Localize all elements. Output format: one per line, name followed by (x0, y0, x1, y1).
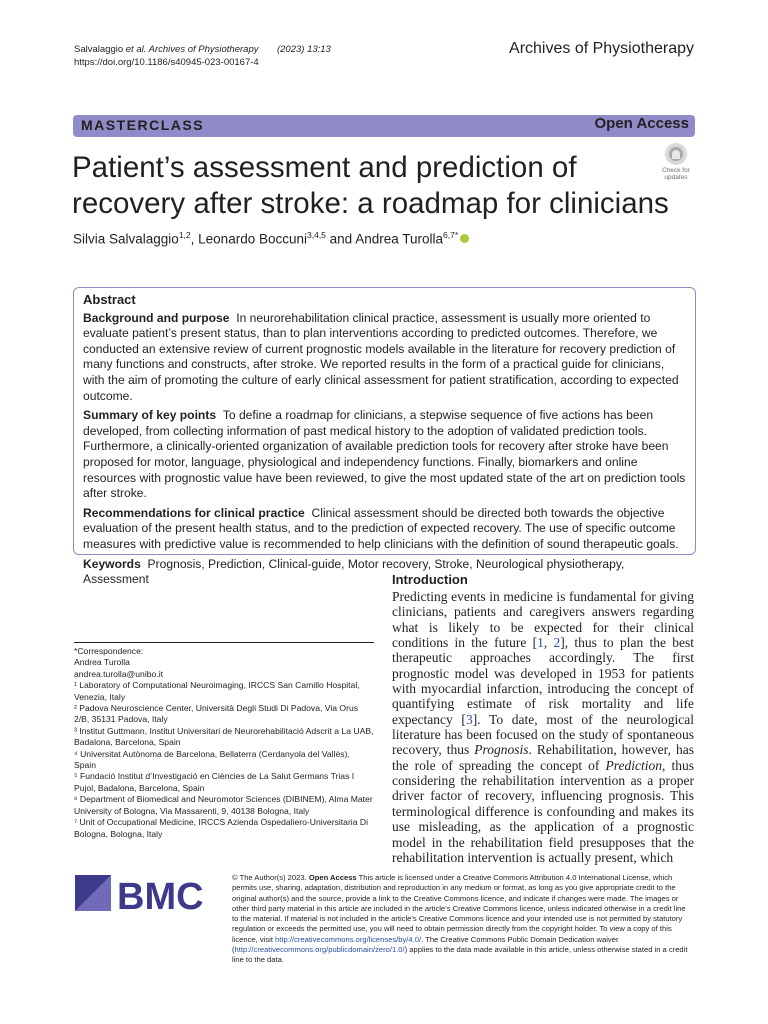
introduction-body: Predicting events in medicine is fundamental for giving clinicians, patients and caregivers answers regarding what is likely to be expected for their clinical conditions in the future [1, 2], thus to plan the best therapeutic approaches accordingly. The first prognostic model was developed in 1953 for patients with myocardial infarction, introducing the concept of quantifying estimate of risk mortality and life expectancy [3]. To date, most of the neurological literature has been focused on the study of spontaneous recovery, thus Prognosis. Rehabilitation, however, has the role of spreading the concept of Prediction, thus considering the rehabilitation intervention as a proper driver factor of recovery, influencing prognosis. This terminological difference is confounding and makes its use misleading, as the application of a prognostic model in the rehabilitation field presupposes that the rehabilitation intervention is actually present, which (392, 589, 694, 865)
cc0-link[interactable]: http://creativecommons.org/publicdomain/zero/1.0/ (234, 945, 405, 955)
orcid-icon[interactable] (460, 234, 469, 243)
term-prediction: Prediction (605, 757, 663, 773)
cc-by-link[interactable]: http://creativecommons.org/licenses/by/4.0/ (275, 934, 422, 944)
journal-name: Archives of Physiotherapy (509, 40, 694, 57)
keywords-label: Keywords (83, 556, 141, 571)
article-title: Patient’s assessment and prediction of recovery after stroke: a roadmap for clinicians (72, 151, 669, 220)
crossmark-icon (656, 141, 696, 181)
introduction-section (392, 572, 694, 865)
section-text: Clinical assessment should be directed both towards the objective evaluation of the present health status, and to the prediction of expected recovery. The use of specific outcome measures with predictive value is recommended to help clinicians with the definition of sound therapeutic goals. (83, 505, 679, 551)
section-label: Background and purpose (83, 310, 230, 325)
license-text: © The Author(s) 2023. Open Access This article is licensed under a Creative Commons Attribution 4.0 International License, which permits use, sharing, adaptation, distribution and reproduction in any medium or format, as long as you give appropriate credit to the original author(s) and the source, provide a link to the Creative Commons licence, and indicate if changes were made. The images or other third party material in this article are included in the article’s Creative Commons licence, unless indicated otherwise in a credit line to the material. If material is not included in the article’s Creative Commons licence and your intended use is not permitted by statutory regulation or exceeds the permitted use, you will need to obtain permission directly from the copyright holder. To view a copy of this licence, visit http://creativecommons.org/licenses/by/4.0/. The Creative Commons Public Domain Dedication waiver (http://creativecommons.org/publicdomain/zero/1.0/) applies to the data made available in this article, unless otherwise stated in a credit line to the data. (232, 873, 688, 965)
reference-link[interactable]: 1 (537, 635, 544, 651)
bmc-logo-text: BMC (117, 876, 204, 918)
term-prognosis: Prognosis (474, 742, 529, 758)
author-affiliation: 3,4,5 (307, 230, 326, 240)
author-name[interactable]: Leonardo Boccuni (198, 231, 307, 247)
citation-block (74, 43, 331, 69)
reference-link[interactable]: 3 (465, 711, 473, 727)
copyright: © The Author(s) 2023. (232, 873, 307, 882)
section-label: Recommendations for clinical practice (83, 505, 305, 520)
abstract-section (83, 506, 686, 553)
crossmark-line1: Check for (662, 167, 690, 174)
open-access-label: Open Access (594, 115, 689, 132)
affiliation-item: ⁵ Fundació Institut d’Investigació en Ciències de La Salut Germans Trias I Pujol, Badalona, Barcelona, Spain (74, 771, 355, 793)
correspondence-name: Andrea Turolla (74, 657, 130, 668)
author-list: Silvia Salvalaggio$^{1,2}$, Leonardo Boccuni$^{3,4,5}$ and Andrea Turolla$^{6,7*}$ (73, 230, 469, 247)
check-for-updates-badge[interactable] (656, 141, 696, 181)
abstract-section (83, 408, 686, 502)
section-text: To define a roadmap for clinicians, a stepwise sequence of five actions has been developed, from collecting information of past medical history to the adoption of validated prediction tools. Furthermore, a clinically-oriented organization of available prediction tools for recovery after stroke have been proposed for motor, language, physiological and independency functions. Finally, biomarkers and online resources with prognostic value have been reviewed, to give the most updated state of the art on prediction tools after stroke. (83, 408, 686, 501)
correspondence-email[interactable]: andrea.turolla@unibo.it (74, 668, 163, 679)
reference-link[interactable]: 2 (553, 635, 561, 651)
author-name[interactable]: Silvia Salvalaggio (73, 231, 179, 247)
divider (74, 642, 374, 643)
author-affiliation: 1,2 (178, 230, 191, 240)
author-affiliation: 6,7* (443, 230, 459, 240)
license-open-access: Open Access (308, 873, 357, 882)
affiliation-item: ¹ Laboratory of Computational Neuroimaging, IRCCS San Camillo Hospital, Venezia, Italy (74, 680, 360, 702)
section-text: In neurorehabilitation clinical practice, assessment is usually more oriented to evaluate patient’s present status, than to plan interventions according to predicted outcomes. Therefore, we conducted an extensive review of current prognostic models available in the literature for recovery prediction of many functions and constructs, after stroke. We reported results in the form of a practical guide for clinicians, with the aim of promoting the culture of early clinical assessment for patient stratification, according to expected outcome. (83, 310, 679, 403)
correspondence-block (74, 642, 374, 840)
correspondence-label: *Correspondence: (74, 646, 144, 656)
affiliation-item: ² Padova Neuroscience Center, Università Degli Studi Di Padova, Via Orus 2/B, 35131 Padova, Italy (74, 703, 359, 725)
affiliation-item: ³ Institut Guttmann, Institut Universitari de Neurorehabilitació Adscrit a La UAB, Badalona, Barcelona, Spain (74, 725, 374, 748)
cite-journal: et al. Archives of Physiotherapy (125, 44, 259, 55)
abstract-heading: Abstract (83, 292, 136, 307)
abstract-section (83, 311, 686, 405)
keywords-text: Prognosis, Prediction, Clinical-guide, Motor recovery, Stroke, Neurological physiotherapy, Assessment (83, 556, 625, 587)
bmc-logo[interactable] (75, 875, 215, 919)
crossmark-line2: updates (664, 174, 688, 181)
category-banner (73, 115, 695, 137)
affiliation-item: ⁶ Department of Biomedical and Neuromotor Sciences (DIBINEM), Alma Mater University of Bologna, Via Massarenti, 9, 40138 Bologna, Italy (74, 794, 373, 816)
introduction-heading: Introduction (392, 572, 468, 587)
bmc-logo-icon (75, 875, 215, 919)
section-label: Summary of key points (83, 408, 217, 423)
author-name[interactable]: Andrea Turolla (355, 231, 443, 247)
cite-authors: Salvalaggio (74, 44, 124, 55)
cite-year-volume: (2023) 13:13 (276, 44, 331, 55)
doi-link[interactable]: https://doi.org/10.1186/s40945-023-00167-4 (74, 57, 259, 68)
affiliation-item: ⁷ Unit of Occupational Medicine, IRCCS Azienda Ospedaliero-Universitaria Di Bologna, Bologna, Italy (74, 817, 368, 839)
affiliation-item: ⁴ Universitat Autònoma de Barcelona, Bellaterra (Cerdanyola del Vallès), Spain (74, 748, 350, 771)
category-label: MASTERCLASS (81, 117, 205, 133)
